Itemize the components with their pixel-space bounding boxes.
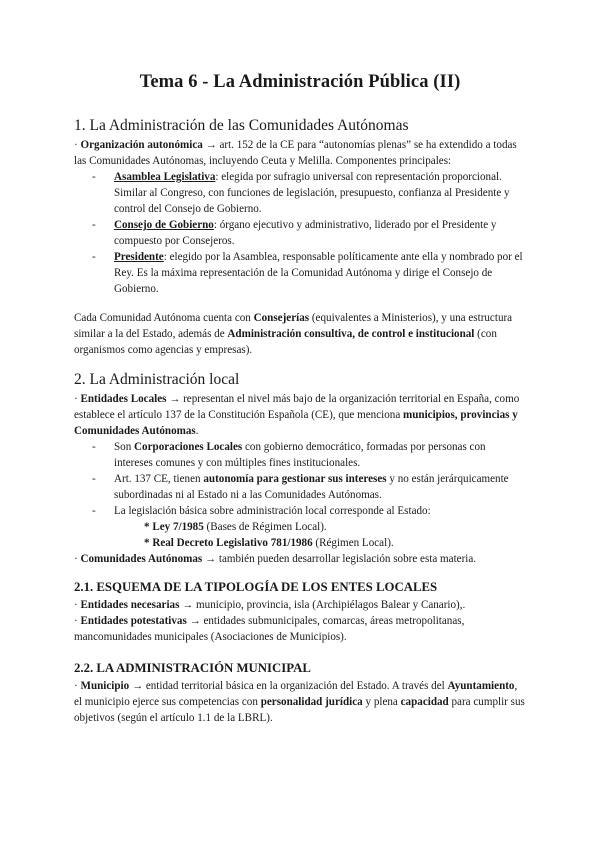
section-2-1-line-1: · Entidades necesarias → municipio, provincia, isla (Archipiélagos Balear y Canario),. bbox=[74, 599, 466, 611]
law-item-real-decreto: * Real Decreto Legislativo 781/1986 (Régimen Local). bbox=[144, 537, 394, 549]
section-1-paragraph: Cada Comunidad Autónoma cuenta con Consejerías (equivalentes a Ministerios), y una estructura similar a la del Estado, además de Administración consultiva, de control e institucional (con organismos como agencias y empresas). bbox=[74, 312, 513, 356]
section-2-1-line-2: · Entidades potestativas → entidades submunicipales, comarcas, áreas metropolitanas, mancomunidades municipales (Asociaciones de Municipios). bbox=[74, 615, 465, 643]
section-1-list bbox=[74, 169, 526, 297]
section-2-intro: · Entidades Locales → representan el nivel más bajo de la organización territorial en España, como establece el artículo 137 de la Constitución Española (CE), que menciona municipios, provincias y Comunidades Autónomas. bbox=[74, 393, 520, 437]
document-page bbox=[74, 72, 526, 726]
section-1-intro: · Organización autonómica → art. 152 de la CE para “autonomías plenas” se ha extendido a todas las Comunidades Autónomas, incluyendo Ceuta y Melilla. Componentes principales: bbox=[74, 139, 517, 167]
law-item-ley: * Ley 7/1985 (Bases de Régimen Local). bbox=[144, 521, 327, 533]
section-2-2-heading: 2.2. LA ADMINISTRACIÓN MUNICIPAL bbox=[74, 661, 311, 675]
page-title: Tema 6 - La Administración Pública (II) bbox=[139, 72, 461, 92]
list-item: - Asamblea Legislativa: elegida por sufragio universal con representación proporcional. Similar al Congreso, con funciones de legislación, presupuesto, confianza al Presidente y control del Consejo de Gobierno. bbox=[74, 169, 526, 217]
list-item: - Presidente: elegido por la Asamblea, responsable políticamente ante ella y nombrado por el Rey. Es la máxima representación de la Comunidad Autónoma y dirige el Consejo de Gobierno. bbox=[74, 249, 526, 297]
list-item: - Consejo de Gobierno: órgano ejecutivo y administrativo, liderado por el Presidente y compuesto por Consejeros. bbox=[74, 217, 526, 249]
list-item: - Art. 137 CE, tienen autonomía para gestionar sus intereses y no están jerárquicamente subordinadas ni al Estado ni a las Comunidades Autónomas. bbox=[74, 471, 526, 503]
section-1-heading: 1. La Administración de las Comunidades Autónomas bbox=[74, 117, 409, 134]
section-2-2-paragraph: · Municipio → entidad territorial básica en la organización del Estado. A través del Ayuntamiento, el municipio ejerce sus competencias con personalidad jurídica y plena capacidad para cumplir sus objetivos (según el artículo 1.1 de la LBRL). bbox=[74, 680, 525, 724]
list-item: - Son Corporaciones Locales con gobierno democrático, formadas por personas con intereses comunes y con múltiples fines institucionales. bbox=[74, 439, 526, 471]
section-2-heading: 2. La Administración local bbox=[74, 371, 240, 388]
section-2-list bbox=[74, 439, 526, 519]
section-2-1-heading: 2.1. ESQUEMA DE LA TIPOLOGÍA DE LOS ENTES LOCALES bbox=[74, 580, 438, 594]
list-item: - La legislación básica sobre administración local corresponde al Estado: bbox=[74, 503, 526, 519]
section-2-ca-line: · Comunidades Autónomas → también pueden desarrollar legislación sobre esta materia. bbox=[74, 553, 477, 565]
